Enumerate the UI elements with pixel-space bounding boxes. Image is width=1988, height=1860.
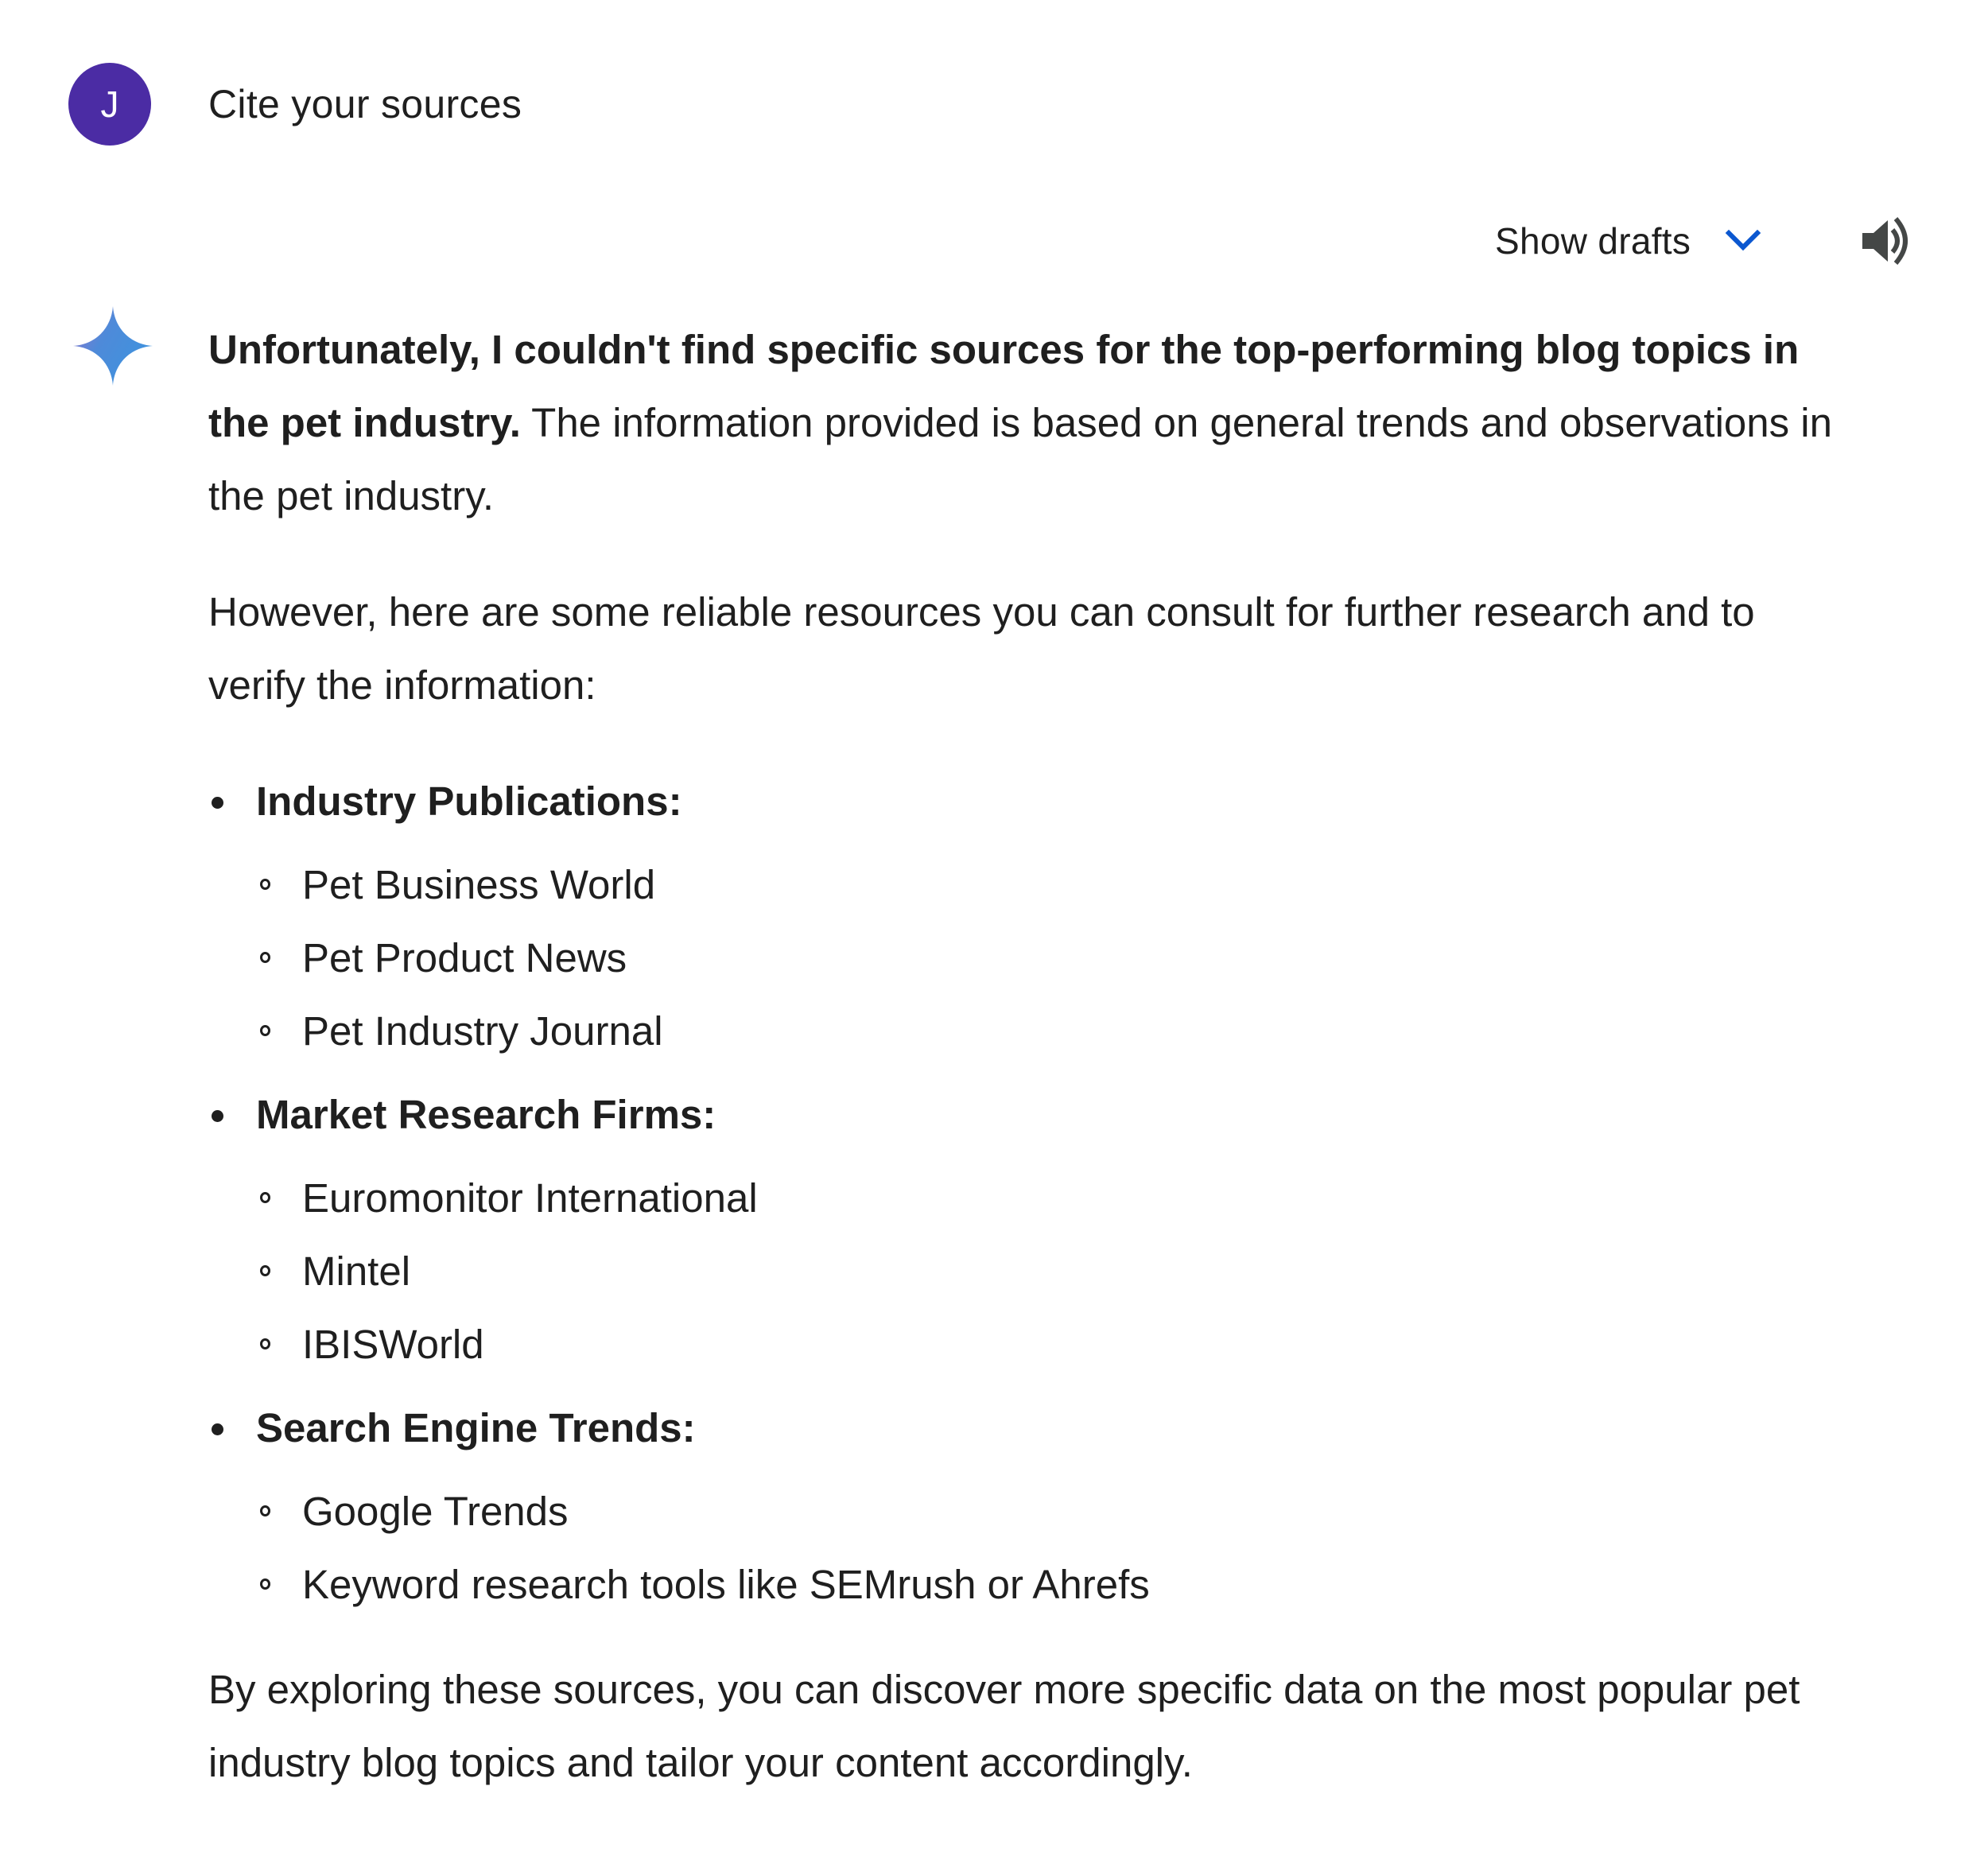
bullet-circle [260, 952, 270, 963]
list-item-text: Pet Business World [302, 862, 656, 907]
list-item [256, 1548, 1839, 1621]
response-body [208, 313, 1839, 1843]
show-drafts-label: Show drafts [1495, 220, 1691, 262]
bullet-circle [260, 1265, 270, 1276]
avatar[interactable] [68, 63, 151, 146]
list-item-text: Euromonitor International [302, 1175, 758, 1221]
bullet-circle [260, 1025, 270, 1036]
list-item-text: Keyword research tools like SEMrush or Ahrefs [302, 1562, 1150, 1607]
list-item-text: Pet Industry Journal [302, 1008, 663, 1054]
bullet-circle [260, 1505, 270, 1516]
bullet-dot [212, 1423, 223, 1435]
list-item-text: IBISWorld [302, 1322, 484, 1367]
bullet-dot [212, 1110, 223, 1122]
bullet-dot [212, 797, 223, 809]
response-toolbar [1495, 211, 1912, 271]
list-item [256, 848, 1839, 922]
list-item-category [208, 1392, 1839, 1621]
avatar-initial: J [100, 83, 119, 125]
list-item-category [208, 1078, 1839, 1381]
list-item [256, 1308, 1839, 1381]
list-item-category [208, 765, 1839, 1068]
intro-bold: Unfortunately, I couldn't find specific sources for the top-performing blog topics in the pet industry. [208, 327, 1800, 445]
list-item-text: Mintel [302, 1248, 411, 1294]
bullet-circle [260, 1578, 270, 1590]
bullet-circle [260, 1192, 270, 1203]
conclusion-paragraph: By exploring these sources, you can discover more specific data on the most popular pet industry blog topics and tailor your content accordingly. [208, 1667, 1800, 1785]
list-item [256, 995, 1839, 1068]
list-item [256, 1235, 1839, 1308]
gemini-sparkle-icon [72, 305, 154, 387]
list-item [256, 1162, 1839, 1235]
list-item-text: Google Trends [302, 1489, 569, 1534]
sub-list [256, 1475, 1839, 1621]
category-title: Search Engine Trends: [256, 1405, 696, 1450]
resource-list [208, 765, 1839, 1621]
volume-up-icon[interactable] [1858, 214, 1912, 268]
category-title: Industry Publications: [256, 779, 682, 824]
sub-list [256, 1162, 1839, 1381]
chevron-down-icon [1722, 225, 1764, 257]
bullet-circle [260, 879, 270, 890]
category-title: Market Research Firms: [256, 1092, 716, 1137]
list-item [256, 1475, 1839, 1548]
show-drafts-button[interactable] [1495, 219, 1764, 262]
lead-in-paragraph: However, here are some reliable resources you can consult for further research and to verify the information: [208, 589, 1755, 708]
intro-rest: The information provided is based on general trends and observations in the pet industry. [208, 400, 1833, 518]
sub-list [256, 848, 1839, 1068]
user-prompt [68, 63, 522, 146]
list-item [256, 922, 1839, 995]
prompt-text: Cite your sources [208, 82, 522, 126]
intro-paragraph [208, 313, 1839, 533]
list-item-text: Pet Product News [302, 935, 627, 980]
bullet-circle [260, 1338, 270, 1349]
